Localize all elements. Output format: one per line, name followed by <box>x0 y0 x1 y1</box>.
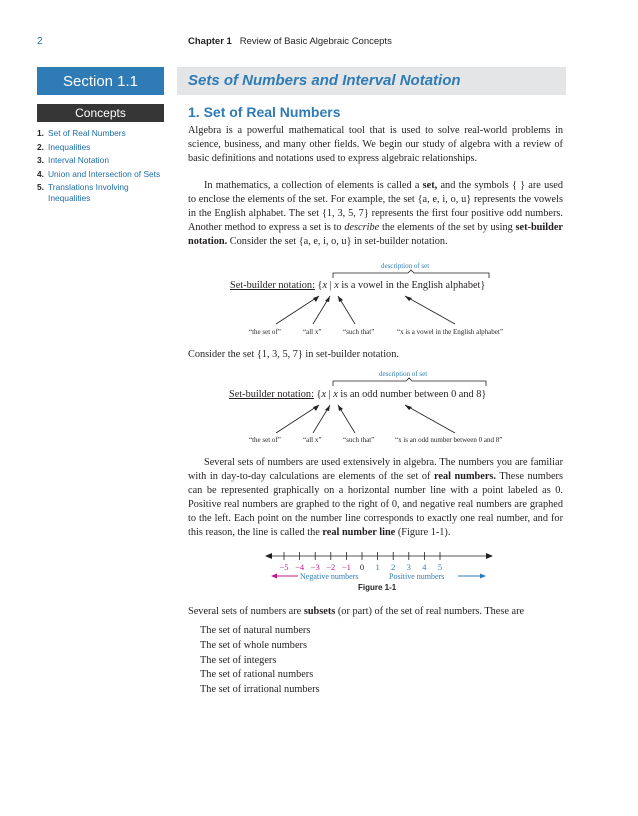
paragraph-subsets: Several sets of numbers are subsets (or part) of the set of real numbers. These are <box>188 606 525 617</box>
concept-item: 2. Inequalities <box>37 141 91 152</box>
number-line-tick-label: −2 <box>326 562 336 572</box>
diagram1-note: “such that” <box>343 328 375 336</box>
number-line-tick-label: 1 <box>375 562 380 572</box>
diagram1-note: “x is a vowel in the English alphabet” <box>397 328 503 336</box>
concepts-title: Concepts <box>37 104 164 122</box>
concept-item: 3. Interval Notation <box>37 155 109 165</box>
diagram2-note: “x is an odd number between 0 and 8” <box>395 436 503 444</box>
list-item: The set of rational numbers <box>200 669 314 681</box>
section-label: Section 1.1 <box>37 67 164 95</box>
diagram2-note: “the set of” <box>249 436 281 444</box>
number-line-tick-label: 5 <box>437 562 443 572</box>
diagram2-top-note: description of set <box>379 370 428 378</box>
page-number: 2 <box>37 36 43 47</box>
number-line-tick-label: −3 <box>310 562 320 572</box>
number-line-tick-label: 2 <box>391 562 396 572</box>
number-line-tick-label: −1 <box>341 562 351 572</box>
paragraph-consider: Consider the set {1, 3, 5, 7} in set-builder notation. <box>188 349 399 360</box>
negative-arrowhead <box>271 574 277 579</box>
running-head-title: Review of Basic Algebraic Concepts <box>239 36 392 47</box>
diagram2-expression: Set-builder notation: {x | x is an odd number between 0 and 8} <box>229 389 487 400</box>
concept-item: 1. Set of Real Numbers <box>37 128 126 138</box>
paragraph-real-numbers: Several sets of numbers are used extensively in algebra. The numbers you are familiar with in day-to-day calculations are elements of the set of real numbers. These numbers can be represented graphically on a horizontal number line with a point labeled as 0. Positive real numbers are graphed to the right of 0, and negative real numbers are graphed to the left. Each point on the number line corresponds to exactly one real number, and for this reason, the line is called the real number line (Figure 1-1). <box>188 457 563 538</box>
number-line-tick-label: 4 <box>422 562 427 572</box>
list-item: The set of integers <box>200 654 277 666</box>
diagram2-note: “such that” <box>343 436 375 444</box>
list-item: The set of irrational numbers <box>200 684 320 696</box>
paragraph-sets: In mathematics, a collection of elements is called a set, and the symbols { } are used to enclose the elements of the set. For example, the set {a, e, i, o, u} represents the vowels in the English alphabet. The set {1, 3, 5, 7} represents the first four positive odd numbers. Another method to express a set is to describe the elements of the set by using set-builder notation. Consider the set {a, e, i, o, u} in set-builder notation. <box>188 180 563 247</box>
running-head-chapter: Chapter 1 <box>188 36 232 47</box>
number-line-arrow-left <box>265 553 272 559</box>
sets-list <box>200 624 320 698</box>
number-line-tick-label: 3 <box>406 562 411 572</box>
number-line-tick-label: −5 <box>279 562 289 572</box>
diagram1-note: “all x” <box>303 328 322 336</box>
number-line-tick-label: −4 <box>295 562 305 572</box>
number-line-arrow-right <box>486 553 493 559</box>
negative-numbers-label: Negative numbers <box>300 572 359 581</box>
diagram1-top-note: description of set <box>381 262 430 270</box>
positive-arrowhead <box>480 574 486 579</box>
section-title: Sets of Numbers and Interval Notation <box>188 72 461 89</box>
diagram1-note: “the set of” <box>249 328 281 336</box>
concept-item: 4. Union and Intersection of Sets <box>37 168 161 179</box>
figure-label: Figure 1-1 <box>358 583 397 592</box>
subsection-heading: 1. Set of Real Numbers <box>188 104 341 120</box>
concept-item: 5. Translations Involving Inequalities <box>37 182 129 203</box>
positive-numbers-label: Positive numbers <box>389 572 445 581</box>
number-line-tick-label: 0 <box>359 562 365 572</box>
list-item: The set of whole numbers <box>200 639 307 651</box>
diagram2-note: “all x” <box>303 436 322 444</box>
diagram1-expression: Set-builder notation: {x | x is a vowel in the English alphabet} <box>230 280 486 291</box>
paragraph-intro: Algebra is a powerful mathematical tool that is used to solve real-world problems in science, business, and many other fields. We begin our study of algebra with a review of basic definitions and notations used to express algebraic relationships. <box>188 125 563 164</box>
list-item: The set of natural numbers <box>200 625 311 636</box>
